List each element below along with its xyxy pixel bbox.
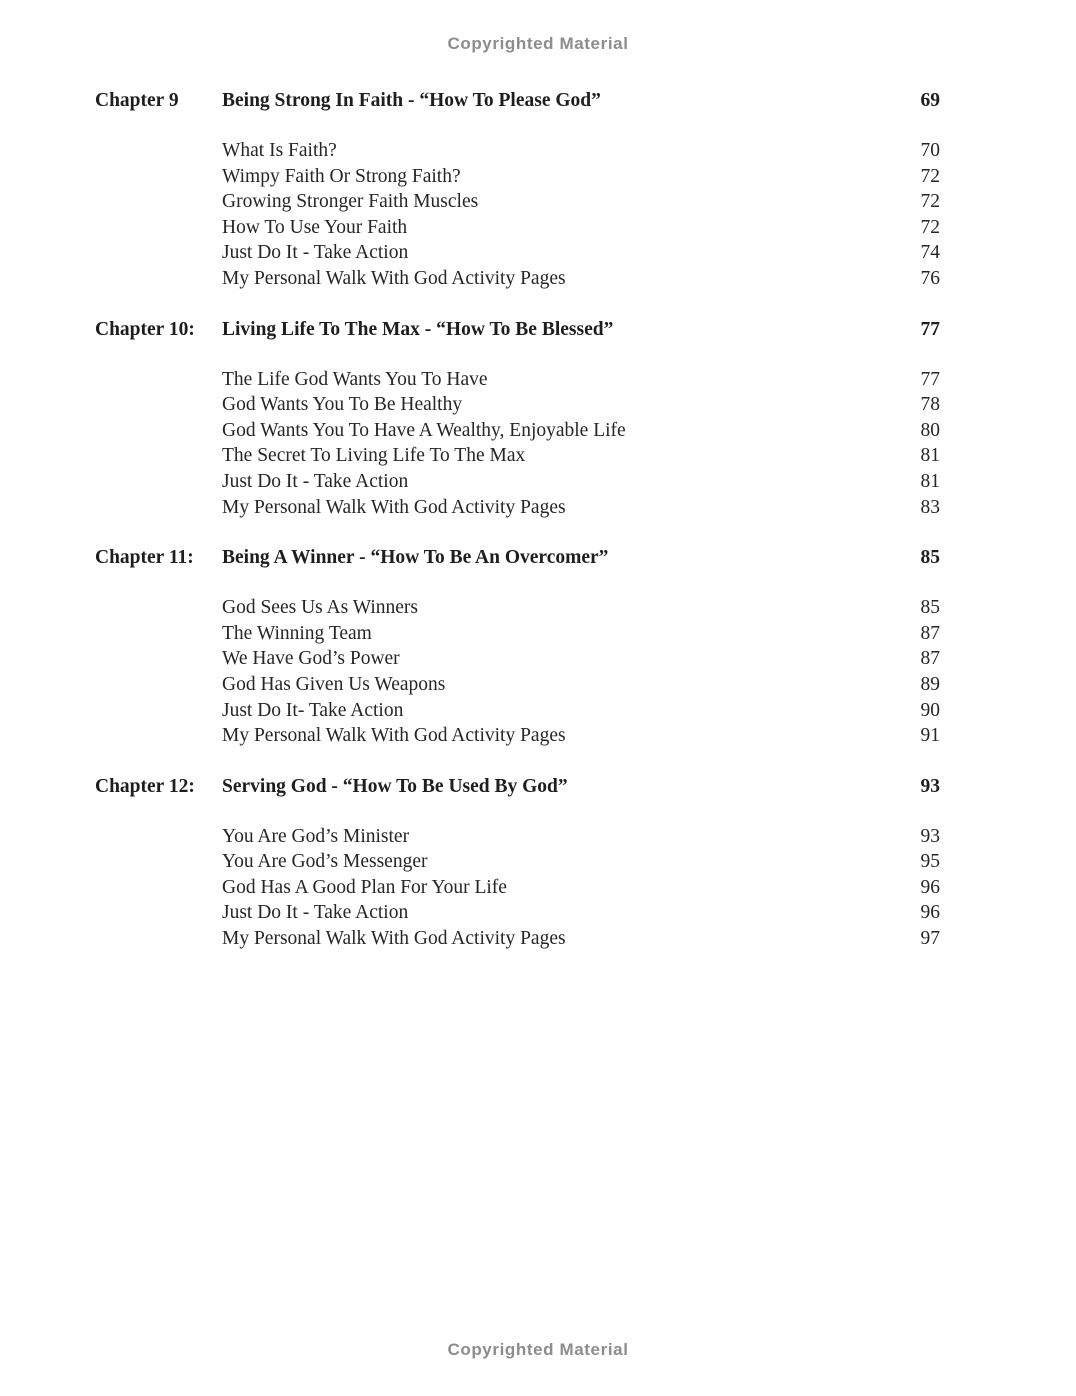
- toc-entry-page-number: 91: [920, 725, 940, 747]
- toc-entry-page-number: 80: [920, 419, 940, 441]
- chapter-heading-row: [95, 774, 940, 800]
- toc-entry: [222, 849, 940, 875]
- toc-entry: [222, 595, 940, 621]
- chapter-title: Being Strong In Faith - “How To Please God”: [222, 90, 601, 111]
- toc-entry-page-number: 72: [920, 191, 940, 213]
- toc-entry-page-number: 87: [920, 648, 940, 670]
- toc-entry-title: What Is Faith?: [222, 140, 337, 161]
- chapter-page-number: 69: [920, 90, 940, 111]
- chapter-heading-row: [95, 317, 940, 343]
- toc-entry-page-number: 85: [920, 597, 940, 619]
- toc-entry-title: Wimpy Faith Or Strong Faith?: [222, 165, 461, 187]
- toc-entry-title: The Winning Team: [222, 622, 372, 644]
- chapter-label: Chapter 11:: [95, 547, 194, 569]
- toc-entry-title: My Personal Walk With God Activity Pages: [222, 928, 566, 950]
- toc-entry-title: God Has Given Us Weapons: [222, 673, 446, 695]
- toc-entries: [95, 595, 940, 749]
- chapter-label: Chapter 9: [95, 90, 179, 111]
- toc-entry-title: Just Do It - Take Action: [222, 242, 409, 264]
- chapter-page-number: 93: [920, 775, 940, 797]
- toc-entry-page-number: 96: [920, 902, 940, 924]
- toc-entry-page-number: 96: [920, 876, 940, 898]
- chapter-title: Serving God - “How To Be Used By God”: [222, 775, 568, 797]
- toc-entry-page-number: 76: [920, 267, 940, 289]
- chapter-page-number: 85: [920, 547, 940, 569]
- toc-entry-title: God Sees Us As Winners: [222, 597, 419, 619]
- toc-entry-title: My Personal Walk With God Activity Pages: [222, 725, 566, 747]
- toc-entry: [222, 926, 940, 952]
- toc-entry-title: How To Use Your Faith: [222, 216, 408, 238]
- toc-chapter-12: [95, 774, 940, 952]
- toc-entry-title: Just Do It - Take Action: [222, 902, 409, 924]
- toc-entry-page-number: 89: [920, 673, 940, 695]
- copyright-watermark-top: Copyrighted Material: [447, 34, 629, 53]
- toc-entry-page-number: 81: [920, 470, 940, 492]
- toc-entry-page-number: 74: [920, 242, 940, 264]
- chapter-label: Chapter 10:: [95, 318, 195, 340]
- toc-entry-title: God Has A Good Plan For Your Life: [222, 876, 507, 898]
- toc-entry: [222, 164, 940, 190]
- toc-entry-title: My Personal Walk With God Activity Pages: [222, 267, 566, 289]
- toc-entry: [222, 240, 940, 266]
- toc-entry: [222, 672, 940, 698]
- toc-entry-page-number: 95: [920, 851, 940, 873]
- toc-chapter-11: [95, 545, 940, 749]
- toc-entry-title: We Have God’s Power: [222, 648, 400, 670]
- toc-entry-title: Growing Stronger Faith Muscles: [222, 191, 479, 213]
- toc-entry-page-number: 83: [920, 496, 940, 518]
- toc-entry-title: The Secret To Living Life To The Max: [222, 445, 526, 467]
- toc-entry: [222, 418, 940, 444]
- toc-chapter-10: [95, 317, 940, 521]
- toc-entry-page-number: 87: [920, 622, 940, 644]
- toc-entry-title: You Are God’s Minister: [222, 825, 410, 847]
- toc-entry-title: The Life God Wants You To Have: [222, 368, 488, 390]
- toc-entry: [222, 189, 940, 215]
- toc-entry: [222, 646, 940, 672]
- toc-entry: [222, 875, 940, 901]
- toc-entry: [222, 138, 940, 164]
- toc-entry-title: Just Do It- Take Action: [222, 699, 404, 721]
- chapter-title: Living Life To The Max - “How To Be Blessed”: [222, 318, 614, 340]
- chapter-page-number: 77: [920, 318, 940, 340]
- toc-entry-title: My Personal Walk With God Activity Pages: [222, 496, 566, 518]
- toc-entry-page-number: 90: [920, 699, 940, 721]
- toc-entry: [222, 900, 940, 926]
- toc-entry: [222, 392, 940, 418]
- toc-entry: [222, 266, 940, 292]
- toc-entry-title: Just Do It - Take Action: [222, 470, 409, 492]
- table-of-contents: [95, 88, 940, 952]
- toc-entry-page-number: 77: [920, 368, 940, 390]
- toc-entry: [222, 495, 940, 521]
- toc-entry-page-number: 78: [920, 394, 940, 416]
- toc-entry: [222, 215, 940, 241]
- toc-entry-page-number: 81: [920, 445, 940, 467]
- chapter-label: Chapter 12:: [95, 775, 195, 797]
- toc-entry: [222, 698, 940, 724]
- toc-entries: [95, 824, 940, 952]
- chapter-heading-row: [95, 545, 940, 571]
- toc-entry-title: You Are God’s Messenger: [222, 851, 428, 873]
- toc-entry-page-number: 72: [920, 216, 940, 238]
- chapter-heading-row: [95, 88, 940, 114]
- toc-entry: [222, 443, 940, 469]
- toc-entry: [222, 469, 940, 495]
- toc-entries: [95, 138, 940, 292]
- toc-entry-page-number: 97: [920, 928, 940, 950]
- toc-entry-title: God Wants You To Have A Wealthy, Enjoyable Life: [222, 419, 626, 441]
- toc-entry: [222, 723, 940, 749]
- toc-entry-title: God Wants You To Be Healthy: [222, 394, 463, 416]
- toc-entry-page-number: 93: [920, 825, 940, 847]
- copyright-watermark-bottom: Copyrighted Material: [447, 1340, 629, 1359]
- toc-entries: [95, 367, 940, 521]
- toc-entry: [222, 367, 940, 393]
- toc-chapter-9: [95, 88, 940, 292]
- toc-entry: [222, 824, 940, 850]
- toc-entry-page-number: 70: [920, 140, 940, 161]
- toc-entry: [222, 621, 940, 647]
- chapter-title: Being A Winner - “How To Be An Overcomer”: [222, 547, 609, 569]
- toc-entry-page-number: 72: [920, 165, 940, 187]
